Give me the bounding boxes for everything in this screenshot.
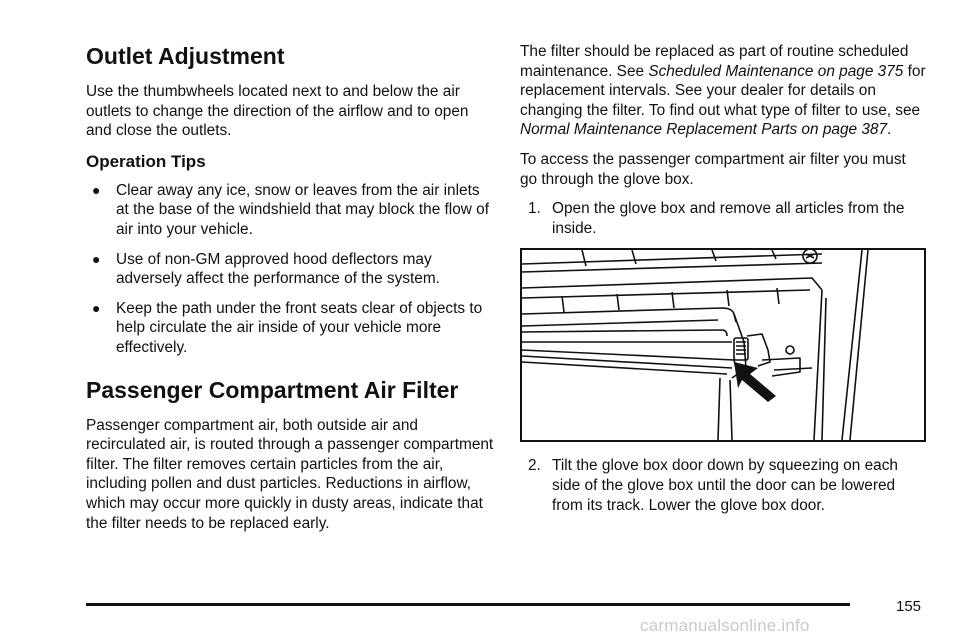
- step-item: 2. Tilt the glove box door down by squeezing on each side of the glove box until the door can be lowered from its track. Lower the glove box door.: [528, 457, 898, 514]
- scheduled-maintenance-reference: Scheduled Maintenance on page 375: [648, 62, 904, 80]
- arrow-pointer-icon: [734, 362, 776, 402]
- bullet-icon: ●: [92, 299, 101, 316]
- step-item: 1. Open the glove box and remove all articles from the inside.: [528, 200, 905, 237]
- operation-tips-list: [86, 181, 496, 358]
- bullet-icon: ●: [92, 181, 101, 198]
- section-title-outlet-adjustment: Outlet Adjustment: [86, 43, 285, 69]
- watermark: carmanualsonline.info: [640, 616, 810, 635]
- steps-list-continued: [520, 456, 926, 515]
- replacement-parts-reference: Normal Maintenance Replacement Parts on page 387: [520, 121, 888, 139]
- air-filter-paragraph: Passenger compartment air, both outside air and recirculated air, is routed through a passenger compartment filter. The filter removes certain particles from the air, including pollen and dust particles. Reductions in airflow, which may occur more quickly in dusty areas, indicate that the filter needs to be replaced early.: [86, 416, 494, 532]
- operation-tip-item: ● Clear away any ice, snow or leaves from the air inlets at the base of the windshield that may block the flow of air into your vehicle.: [92, 181, 490, 238]
- steps-list: [520, 199, 926, 238]
- glove-box-access-paragraph: To access the passenger compartment air filter you must go through the glove box.: [520, 150, 906, 188]
- bullet-icon: ●: [92, 250, 101, 267]
- glove-box-illustration: [522, 250, 924, 440]
- step-number: 2.: [528, 457, 541, 475]
- step-number: 1.: [528, 200, 541, 218]
- operation-tip-item: ● Keep the path under the front seats clear of objects to help circulate the air inside of your vehicle more effectively.: [92, 299, 483, 356]
- subsection-title-operation-tips: Operation Tips: [86, 151, 206, 171]
- glove-box-figure: [520, 248, 926, 442]
- footer-rule: [86, 603, 850, 606]
- right-column: [520, 42, 926, 525]
- page-number: 155: [896, 598, 922, 615]
- outlet-adjustment-paragraph: Use the thumbwheels located next to and below the air outlets to change the direction of the airflow and to open and close the outlets.: [86, 83, 469, 140]
- left-column: [86, 42, 496, 543]
- operation-tip-item: ● Use of non-GM approved hood deflectors may adversely affect the performance of the system.: [92, 250, 440, 288]
- section-title-air-filter: Passenger Compartment Air Filter: [86, 376, 459, 403]
- filter-replacement-paragraph: The filter should be replaced as part of routine scheduled maintenance. See Scheduled Maintenance on page 375 for replacement intervals. See your dealer for details on changing the filter. To find out what type of filter to use, see Normal Maintenance Replacement Parts on page 387.: [520, 43, 926, 139]
